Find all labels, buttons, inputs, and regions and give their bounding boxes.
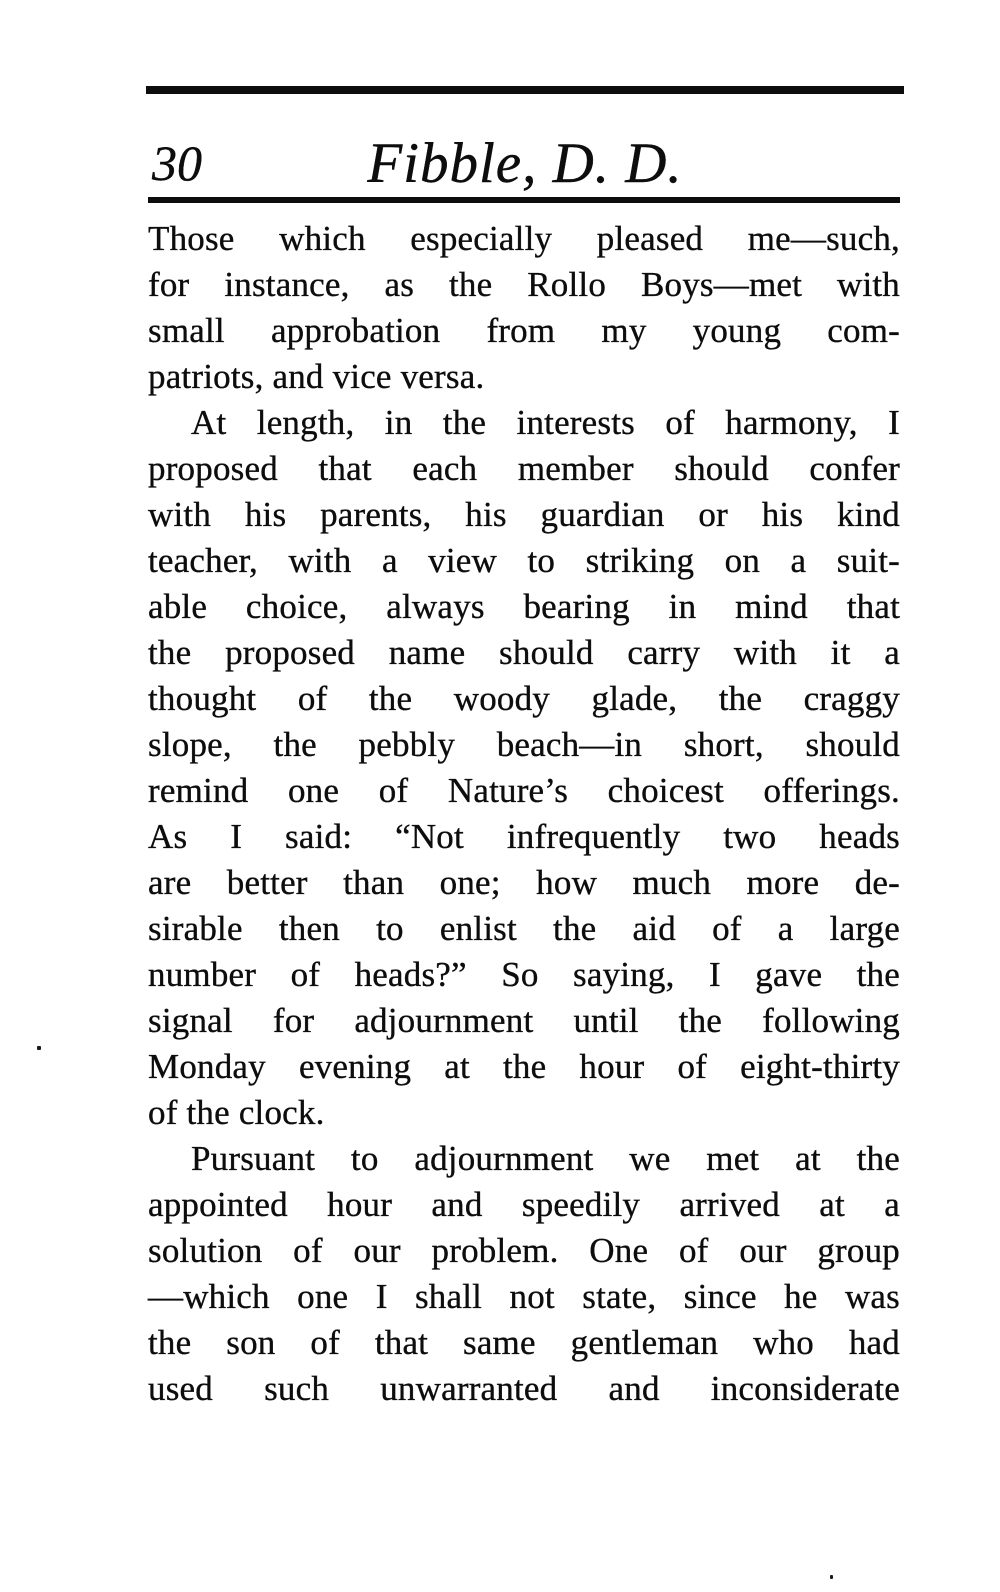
text-line: sirable then to enlist the aid of a large [148,909,900,948]
scan-speck [830,1575,833,1579]
text-line: used such unwarranted and inconsiderate [148,1369,900,1408]
paragraph [148,216,900,400]
text-line: able choice, always bearing in mind that [148,587,900,626]
text-line: Pursuant to adjournment we met at the [191,1139,900,1178]
text-line: —which one I shall not state, since he was [148,1277,900,1316]
text-line: remind one of Nature’s choicest offerings. [148,771,900,810]
running-title: Fibble, D. D. [367,132,683,195]
text-line: As I said: “Not infrequently two heads [148,817,900,856]
paragraph [148,1136,900,1412]
text-line: proposed that each member should confer [148,449,900,488]
text-line: the son of that same gentleman who had [148,1323,900,1362]
text-line: patriots, and vice versa. [148,357,485,396]
text-line: small approbation from my young com- [148,311,900,350]
page-body [148,216,900,1412]
text-line: Monday evening at the hour of eight-thirty [148,1047,900,1086]
text-line: thought of the woody glade, the craggy [148,679,900,718]
text-line: appointed hour and speedily arrived at a [148,1185,900,1224]
text-line: signal for adjournment until the following [148,1001,900,1040]
text-line: teacher, with a view to striking on a suit- [148,541,900,580]
text-line: number of heads?” So saying, I gave the [148,955,900,994]
text-line: the proposed name should carry with it a [148,633,900,672]
text-line: for instance, as the Rollo Boys—met with [148,265,900,304]
paragraph [148,400,900,1136]
page-header [148,110,902,196]
text-line: with his parents, his guardian or his kind [148,495,900,534]
text-line: of the clock. [148,1093,325,1132]
text-line: At length, in the interests of harmony, I [191,403,900,442]
header-rule-bottom [148,197,900,203]
text-line: are better than one; how much more de- [148,863,900,902]
scan-speck [37,1046,41,1050]
header-rule-top [146,86,904,94]
page-number: 30 [152,135,202,191]
text-line: solution of our problem. One of our group [148,1231,900,1270]
text-line: Those which especially pleased me—such, [148,219,900,258]
text-line: slope, the pebbly beach—in short, should [148,725,900,764]
